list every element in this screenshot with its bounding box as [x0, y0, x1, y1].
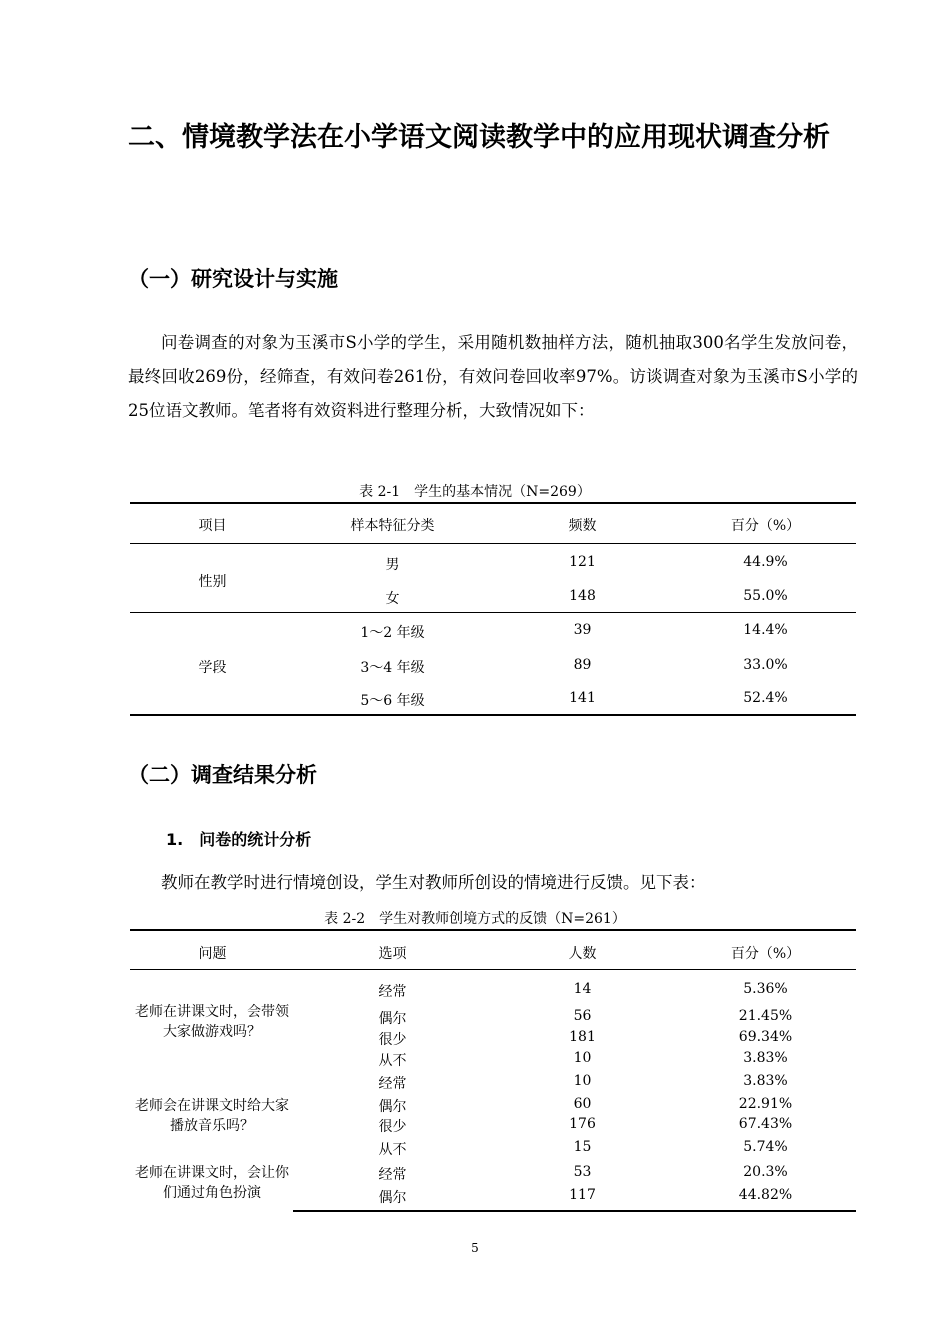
table2-top-rule [130, 929, 856, 931]
table1-cell-count: 89 [573, 657, 592, 673]
table2-cell-option: 很少 [378, 1032, 407, 1048]
table2-cell-option: 经常 [378, 984, 407, 1000]
table1-cell-percent: 52.4% [743, 690, 788, 706]
intro-paragraph [128, 326, 858, 428]
table2-cell-percent: 3.83% [743, 1050, 788, 1066]
table1-header-count: 频数 [568, 518, 597, 534]
table2-cell-percent: 22.91% [738, 1096, 793, 1112]
table1-cell-percent: 44.9% [743, 554, 788, 570]
table2-cell-option: 经常 [378, 1167, 407, 1183]
table2-question: 老师会在讲课文时给大家播放音乐吗？ [135, 1098, 289, 1134]
table2-cell-count: 181 [569, 1029, 596, 1045]
table1-header-item: 项目 [198, 518, 227, 534]
table2-header-percent: 百分（%） [730, 946, 801, 962]
table1-cell-count: 141 [569, 690, 596, 706]
table2-cell-percent: 67.43% [738, 1116, 793, 1132]
table2-cell-option: 偶尔 [378, 1011, 407, 1027]
table2-cell-percent: 3.83% [743, 1073, 788, 1089]
table2-cell-option: 很少 [378, 1119, 407, 1135]
table2-cell-count: 15 [573, 1139, 592, 1155]
table2-question: 老师在讲课文时，会让你们通过角色扮演 [135, 1165, 289, 1201]
table1-group-rule [130, 612, 856, 613]
table2-cell-count: 14 [573, 981, 592, 997]
table1-cell-percent: 33.0% [743, 657, 788, 673]
table1-cell-category: 1～2 年级 [360, 625, 425, 641]
table2-cell-option: 从不 [378, 1142, 407, 1158]
table2-cell-count: 117 [569, 1187, 596, 1203]
table1-cell-percent: 14.4% [743, 622, 788, 638]
table2-bottom-rule [293, 1210, 856, 1212]
table2-cell-count: 176 [569, 1116, 596, 1132]
table1-cell-percent: 55.0% [743, 588, 788, 604]
table2-cell-percent: 20.3% [743, 1164, 788, 1180]
table1-cell-count: 39 [573, 622, 592, 638]
section-heading-results: （二）调查结果分析 [128, 763, 317, 787]
table1-top-rule [130, 502, 856, 504]
table2-cell-option: 偶尔 [378, 1099, 407, 1115]
table1-cell-category: 3～4 年级 [360, 660, 425, 676]
table2-question: 老师在讲课文时，会带领大家做游戏吗？ [135, 1004, 289, 1040]
table2-cell-option: 从不 [378, 1053, 407, 1069]
table1-group-label: 学段 [198, 660, 227, 676]
table2-header-rule [130, 969, 856, 970]
table1-cell-category: 女 [385, 591, 400, 607]
paragraph-2-text: 教师在教学时进行情境创设，学生对教师所创设的情境进行反馈。见下表： [161, 873, 706, 892]
table1-caption: 表 2-1 学生的基本情况（N=269） [359, 484, 591, 500]
intro-text: 问卷调查的对象为玉溪市S小学的学生，采用随机数抽样方法，随机抽取300名学生发放问卷，最终回收269份，经筛查，有效问卷261份，有效问卷回收率97%。访谈调查对象为玉溪市S小学的25位语文教师。笔者将有效资料进行整理分析，大致情况如下： [128, 333, 858, 420]
table1-group-label: 性别 [198, 574, 227, 590]
table2-caption: 表 2-2 学生对教师创境方式的反馈（N=261） [324, 911, 626, 927]
table2-cell-percent: 5.74% [743, 1139, 788, 1155]
table1-cell-category: 5～6 年级 [360, 693, 425, 709]
page-title: 二、情境教学法在小学语文阅读教学中的应用现状调查分析 [128, 122, 830, 153]
table2-cell-percent: 69.34% [738, 1029, 793, 1045]
table2-header-count: 人数 [568, 946, 597, 962]
table2-cell-count: 10 [573, 1073, 592, 1089]
table1-cell-count: 148 [569, 588, 596, 604]
table2-cell-count: 60 [573, 1096, 592, 1112]
table1-header-category: 样本特征分类 [350, 518, 435, 534]
table2-header-option: 选项 [378, 946, 407, 962]
section-heading-research-design: （一）研究设计与实施 [128, 267, 338, 291]
table1-header-percent: 百分（%） [730, 518, 801, 534]
page-number: 5 [471, 1241, 479, 1255]
subsection-heading-statistics: 1. 问卷的统计分析 [166, 830, 312, 849]
paragraph-2 [128, 866, 858, 900]
table2-cell-option: 偶尔 [378, 1190, 407, 1206]
table1-bottom-rule [130, 714, 856, 716]
table2-cell-count: 10 [573, 1050, 592, 1066]
table2-cell-count: 56 [573, 1008, 592, 1024]
table2-header-question: 问题 [198, 946, 227, 962]
table2-cell-percent: 44.82% [738, 1187, 793, 1203]
table2-cell-option: 经常 [378, 1076, 407, 1092]
table2-cell-percent: 21.45% [738, 1008, 793, 1024]
table2-cell-count: 53 [573, 1164, 592, 1180]
table1-header-rule [130, 543, 856, 544]
table2-cell-percent: 5.36% [743, 981, 788, 997]
table1-cell-category: 男 [385, 557, 400, 573]
table1-cell-count: 121 [569, 554, 596, 570]
